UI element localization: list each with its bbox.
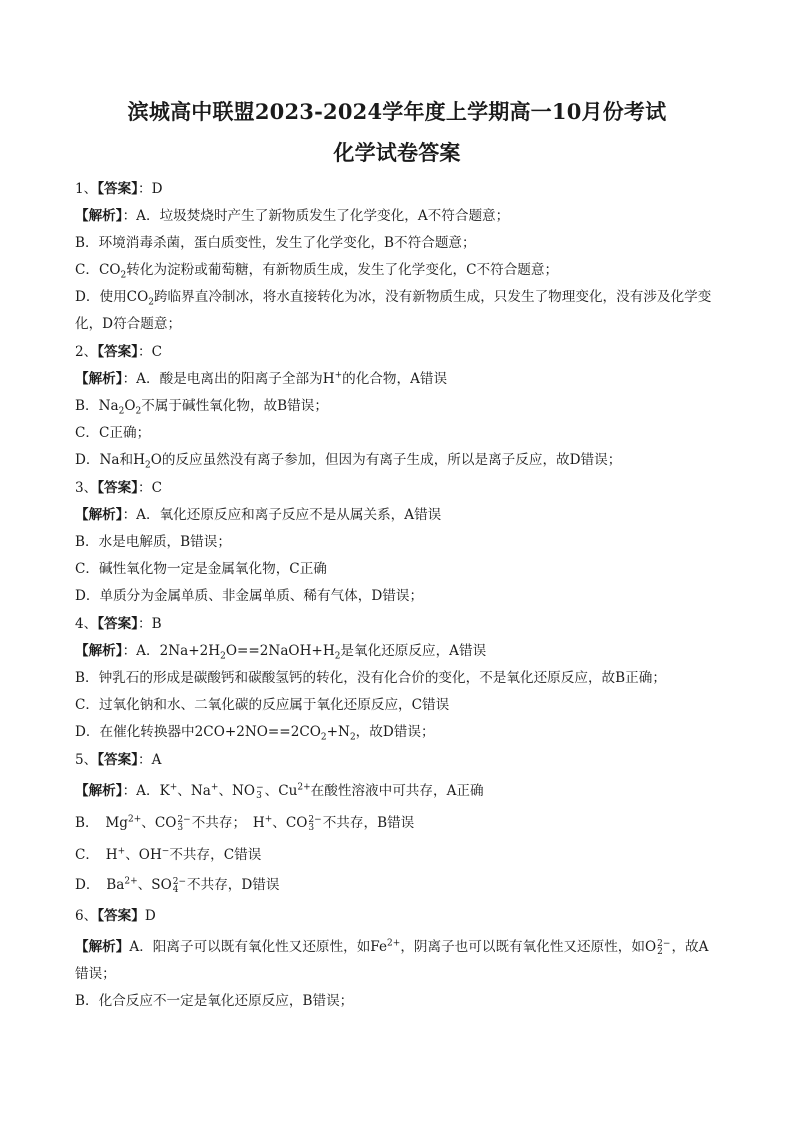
analysis-3-b: B．水是电解质，B错误； [75,534,231,550]
analysis-5-d: D． $Ba^{2+}$、SO 2− 4 不共存，D错误 [75,876,280,895]
analysis-1-c: C．$CO_2$转化为淀粉或葡萄糖，有新物质生成，发生了化学变化，C不符合题意； [75,262,559,281]
analysis-4-c: C．过氧化钠和水、二氧化碳的反应属于氧化还原反应，C错误 [75,697,450,713]
answer-line-1: 1、【答案】：D [75,181,163,197]
analysis-3-a: 【解析】：A．氧化还原反应和离子反应不是从属关系，A错误 [75,507,442,523]
analysis-1-a: 【解析】：A．垃圾焚烧时产生了新物质发生了化学变化，A不符合题意； [75,208,510,224]
analysis-2-b: B．$Na_2O_2$不属于碱性氧化物，故B错误； [75,398,328,417]
analysis-5-b: B． $Mg^{2+}$、CO 2− 3 不共存； H+、CO 2− 3 不共存，B错误 [75,814,415,833]
analysis-3-d: D．单质分为金属单质、非金属单质、稀有气体，D错误； [75,588,424,604]
analysis-4-d: D．在催化转换器中$2CO+2NO==2CO_2+N_2$，故D错误； [75,724,435,743]
analysis-4-b: B．钟乳石的形成是碳酸钙和碳酸氢钙的转化，没有化合价的变化，不是氧化还原反应，故B正确； [75,670,666,686]
analysis-5-a: 【解析】：A．K+、Na+、NO − 3 、$Cu^{2+}$在酸性溶液中可共存，A正确 [75,782,484,801]
analysis-6-b: B．化合反应不一定是氧化还原反应，B错误； [75,993,354,1009]
answer-line-2: 2、【答案】：C [75,344,163,360]
page-subtitle: 化学试卷答案 [333,140,461,165]
answer-line-6: 6、【答案】D [75,908,156,924]
answer-line-4: 4、【答案】：B [75,616,162,632]
analysis-1-d-cont: 化，D符合题意； [75,316,182,332]
answer-line-3: 3、【答案】：C [75,480,163,496]
analysis-1-b: B．环境消毒杀菌，蛋白质变性，发生了化学变化，B不符合题意； [75,235,476,251]
analysis-5-c: C． H+、OH−不共存，C错误 [75,846,262,863]
page-title: 滨城高中联盟2023-2024学年度上学期高一10月份考试 [127,99,667,124]
analysis-2-d: D．Na和$H_2O$的反应虽然没有离子参加，但因为有离子生成，所以是离子反应，故D错误； [75,452,622,471]
analysis-4-a: 【解析】：A．$2Na+2H_2O==2NaOH+H_2$是氧化还原反应，A错误 [75,643,487,662]
analysis-1-d: D．使用$CO_2$跨临界直冷制冰，将水直接转化为冰，没有新物质生成，只发生了物理变化，没有涉及化学变 [75,289,712,308]
answer-line-5: 5、【答案】：A [75,752,162,768]
analysis-2-c: C．C正确； [75,425,151,441]
analysis-6-a-cont: 错误； [75,966,116,982]
analysis-6-a: 【解析】A．阳离子可以既有氧化性又还原性，如$Fe^{2+}$，阴离子也可以既有氧化性又还原性，如O 2− 2 ，故A [75,938,709,957]
analysis-2-a: 【解析】：A．酸是电离出的阳离子全部为H+的化合物，A错误 [75,370,448,387]
analysis-3-c: C．碱性氧化物一定是金属氧化物，C正确 [75,561,327,577]
